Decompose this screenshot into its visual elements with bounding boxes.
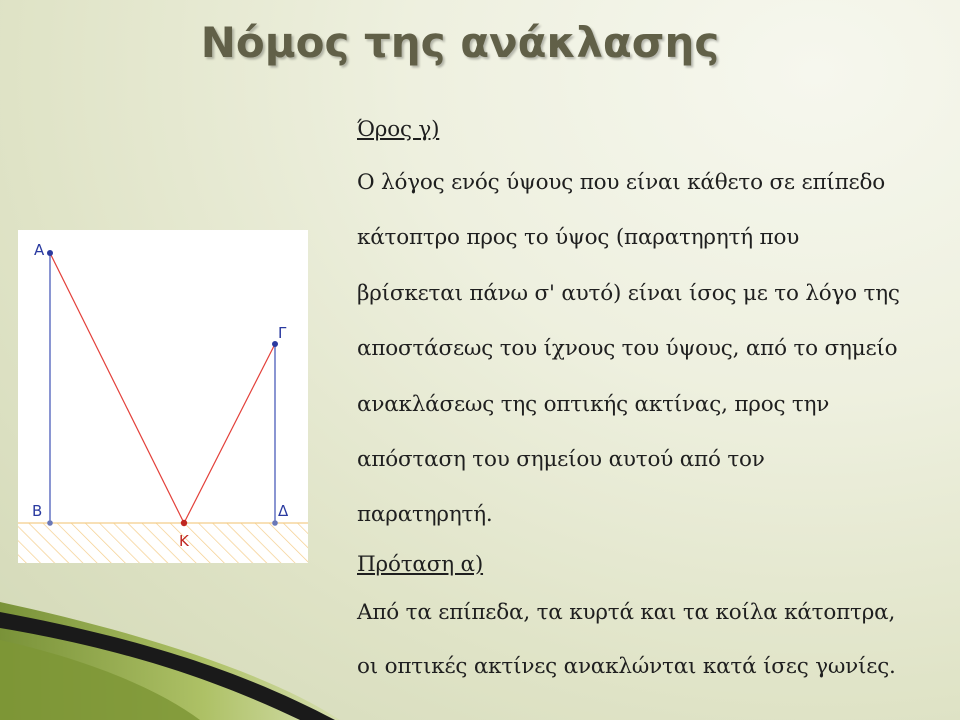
paragraph-line: αποστάσεως του ίχνους του ύψους, από το σημείο xyxy=(357,336,898,362)
point-b xyxy=(47,520,53,526)
paragraph-line: Ο λόγος ενός ύψους που είναι κάθετο σε επίπεδο xyxy=(357,170,885,195)
point-a xyxy=(47,250,53,256)
heading-term-g: Όρος γ) xyxy=(357,117,440,142)
paragraph-line: παρατηρητή. xyxy=(357,502,493,528)
slide-body xyxy=(357,105,942,694)
paragraph-term-g xyxy=(357,155,942,543)
paragraph-line: απόσταση του σημείου αυτού από τον xyxy=(357,446,765,472)
reflection-diagram xyxy=(18,230,308,563)
paragraph-line: βρίσκεται πάνω σ' αυτό) είναι ίσος με το λόγο της xyxy=(357,280,900,306)
paragraph-line: Από τα επίπεδα, τα κυρτά και τα κοίλα κάτοπτρα, xyxy=(357,599,896,625)
point-k xyxy=(181,520,187,526)
heading-proposition-a: Πρόταση α) xyxy=(357,551,484,577)
label-g: Γ xyxy=(278,324,287,342)
point-d xyxy=(272,520,278,526)
paragraph-line: κάτοπτρο προς το ύψος (παρατηρητή που xyxy=(357,225,800,251)
paragraph-proposition-a xyxy=(357,586,942,694)
mirror-floor-hatch xyxy=(18,523,308,563)
label-b: Β xyxy=(32,502,43,520)
paragraph-line: οι οπτικές ακτίνες ανακλώνται κατά ίσες γωνίες. xyxy=(357,653,896,679)
reflected-ray-line xyxy=(184,344,275,523)
label-a: Α xyxy=(34,241,45,259)
label-k: Κ xyxy=(179,532,189,550)
slide-title: Νόμος της ανάκλασης xyxy=(200,18,720,67)
incident-ray-line xyxy=(50,253,184,523)
paragraph-line: ανακλάσεως της οπτικής ακτίνας, προς την xyxy=(357,391,830,417)
label-d: Δ xyxy=(278,502,289,520)
